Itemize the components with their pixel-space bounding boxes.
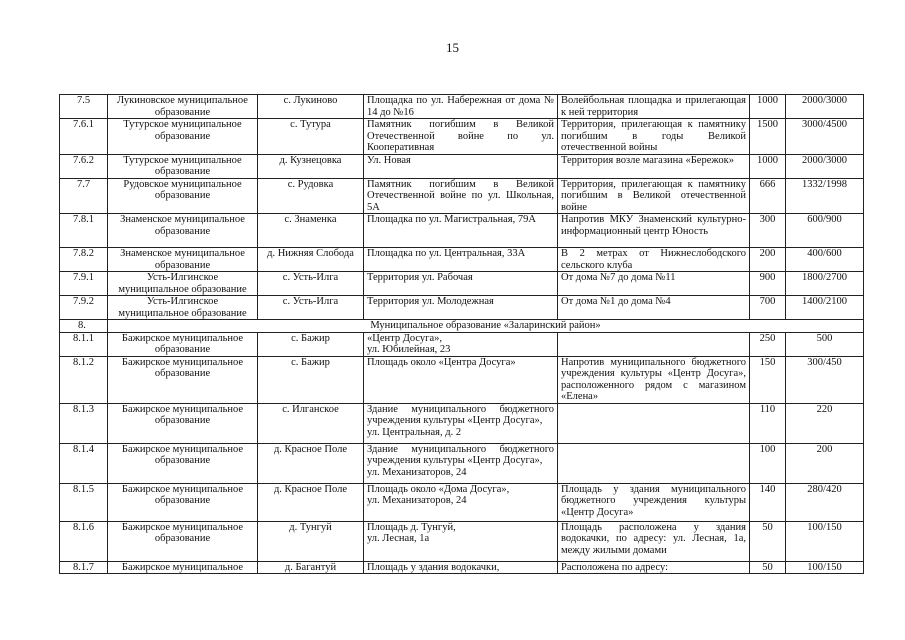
municipality-cell-text: Лукиновское муниципальное образование	[117, 95, 248, 118]
row-number	[60, 521, 108, 561]
settlement-cell-text: д. Красное Поле	[273, 443, 348, 455]
place-cell	[364, 95, 558, 119]
settlement-cell-text: с. Бажир	[291, 332, 330, 344]
row-number-text: 8.1.6	[73, 521, 94, 533]
settlement-cell	[258, 296, 364, 320]
municipality-cell	[108, 248, 258, 272]
place-cell-text: Площадь около «Центра Досуга»	[367, 356, 516, 368]
place-cell-text: «Центр Досуга», ул. Юбилейная, 23	[367, 332, 451, 355]
settlement-cell	[258, 178, 364, 214]
municipality-cell-text: Бажирское муниципальное образование	[121, 483, 244, 506]
capacity-cell-text: 100/150	[807, 521, 842, 533]
description-cell	[558, 248, 750, 272]
capacity-cell	[786, 403, 864, 443]
municipality-cell	[108, 272, 258, 296]
settlement-cell-text: с. Бажир	[291, 356, 330, 368]
settlement-cell	[258, 521, 364, 561]
capacity-cell-text: 1332/1998	[802, 178, 847, 190]
description-cell	[558, 178, 750, 214]
municipality-cell	[108, 95, 258, 119]
table-row	[60, 521, 864, 561]
description-cell-text: Расположена по адресу:	[561, 561, 669, 573]
table-row	[60, 483, 864, 521]
description-cell-text: Территория возле магазина «Бережок»	[561, 154, 734, 166]
capacity-cell	[786, 272, 864, 296]
settlement-cell	[258, 443, 364, 483]
settlement-cell	[258, 119, 364, 155]
municipality-cell	[108, 521, 258, 561]
capacity-cell	[786, 248, 864, 272]
capacity-cell	[786, 119, 864, 155]
row-number	[60, 248, 108, 272]
capacity-cell	[786, 483, 864, 521]
description-cell	[558, 521, 750, 561]
row-number	[60, 561, 108, 574]
area-cell-text: 100	[759, 443, 776, 455]
area-cell-text: 666	[759, 178, 776, 190]
row-number-text: 7.9.2	[73, 296, 94, 307]
section-title-text: Муниципальное образование «Заларинский район»	[370, 320, 601, 331]
settlement-cell-text: д. Багантуй	[284, 561, 337, 573]
settlement-cell-text: д. Кузнецовка	[279, 154, 342, 166]
place-cell-text: Площадка по ул. Магистральная, 79А	[367, 214, 536, 225]
description-cell-text: Напротив МКУ Знаменский культурно-информационный центр Юность	[561, 214, 746, 237]
area-cell-text: 50	[762, 561, 773, 573]
place-cell-text: Площадка по ул. Центральная, 33А	[367, 248, 526, 259]
description-cell-text: Территория, прилегающая к памятнику погибшим в годы Великой отечественной войны	[561, 119, 746, 153]
municipality-cell	[108, 332, 258, 356]
area-cell	[750, 403, 786, 443]
area-cell-text: 150	[759, 356, 776, 368]
row-number	[60, 320, 108, 333]
capacity-cell-text: 500	[816, 332, 833, 344]
place-cell	[364, 178, 558, 214]
row-number-text: 8.1.4	[73, 443, 94, 455]
description-cell	[558, 443, 750, 483]
area-cell-text: 300	[759, 214, 776, 225]
description-cell-text: Площадь у здания муниципального бюджетного учреждения культуры «Центр Досуга»	[561, 483, 746, 518]
settlement-cell-text: с. Усть-Илга	[282, 272, 339, 283]
place-cell	[364, 521, 558, 561]
row-number	[60, 119, 108, 155]
settlement-cell	[258, 483, 364, 521]
description-cell	[558, 483, 750, 521]
settlement-cell-text: с. Илганское	[282, 403, 339, 415]
description-cell	[558, 95, 750, 119]
place-cell-text: Площадь у здания водокачки,	[367, 561, 500, 573]
capacity-cell-text: 2000/3000	[802, 95, 847, 106]
place-cell-text: Здание муниципального бюджетного учреждения культуры «Центр Досуга», ул. Центральная, д. 2	[367, 403, 554, 438]
place-cell-text: Территория ул. Молодежная	[367, 296, 494, 307]
area-cell-text: 250	[759, 332, 776, 344]
place-cell-text: Памятник погибшим в Великой Отечественной войне по ул. Школьная, 5А	[367, 178, 554, 213]
row-number	[60, 272, 108, 296]
area-cell	[750, 332, 786, 356]
row-number	[60, 296, 108, 320]
settlement-cell	[258, 561, 364, 574]
data-table	[59, 94, 864, 574]
municipality-cell	[108, 356, 258, 403]
area-cell	[750, 154, 786, 178]
municipality-cell	[108, 178, 258, 214]
row-number-text: 7.5	[76, 95, 91, 106]
description-cell	[558, 561, 750, 574]
area-cell-text: 1000	[757, 154, 778, 166]
settlement-cell	[258, 154, 364, 178]
municipality-cell	[108, 296, 258, 320]
table-row	[60, 95, 864, 119]
place-cell	[364, 332, 558, 356]
description-cell	[558, 356, 750, 403]
area-cell-text: 110	[759, 403, 776, 415]
capacity-cell	[786, 95, 864, 119]
row-number-text: 8.1.7	[73, 561, 94, 573]
area-cell	[750, 95, 786, 119]
capacity-cell-text: 3000/4500	[802, 119, 847, 130]
area-cell	[750, 356, 786, 403]
table-row	[60, 403, 864, 443]
row-number-text: 7.8.1	[73, 214, 94, 225]
capacity-cell	[786, 154, 864, 178]
place-cell-text: Ул. Новая	[367, 154, 411, 166]
capacity-cell-text: 200	[816, 443, 833, 455]
area-cell	[750, 483, 786, 521]
row-number	[60, 95, 108, 119]
place-cell	[364, 356, 558, 403]
settlement-cell	[258, 272, 364, 296]
settlement-cell	[258, 332, 364, 356]
table-body	[60, 95, 864, 574]
capacity-cell	[786, 332, 864, 356]
municipality-cell-text: Рудовское муниципальное образование	[123, 178, 242, 201]
municipality-cell	[108, 119, 258, 155]
row-number	[60, 332, 108, 356]
place-cell	[364, 483, 558, 521]
municipality-cell-text: Бажирское муниципальное образование	[121, 443, 244, 466]
place-cell	[364, 119, 558, 155]
settlement-cell-text: с. Лукиново	[283, 95, 338, 106]
row-number	[60, 214, 108, 248]
area-cell-text: 700	[759, 296, 776, 307]
municipality-cell-text: Бажирское муниципальное образование	[121, 332, 244, 355]
table-row	[60, 154, 864, 178]
table-row	[60, 443, 864, 483]
settlement-cell-text: д. Красное Поле	[273, 483, 348, 495]
description-cell	[558, 154, 750, 178]
area-cell	[750, 443, 786, 483]
capacity-cell-text: 220	[816, 403, 833, 415]
area-cell-text: 900	[759, 272, 776, 283]
municipality-cell	[108, 154, 258, 178]
area-cell	[750, 248, 786, 272]
settlement-cell	[258, 403, 364, 443]
place-cell	[364, 248, 558, 272]
area-cell	[750, 178, 786, 214]
place-cell	[364, 561, 558, 574]
area-cell	[750, 272, 786, 296]
row-number-text: 7.6.2	[73, 154, 94, 166]
capacity-cell-text: 1400/2100	[802, 296, 847, 307]
description-cell	[558, 214, 750, 248]
row-number	[60, 356, 108, 403]
municipality-cell-text: Бажирское муниципальное	[121, 561, 244, 573]
settlement-cell	[258, 214, 364, 248]
description-cell	[558, 403, 750, 443]
settlement-cell-text: с. Тутура	[290, 119, 331, 130]
municipality-cell	[108, 403, 258, 443]
description-cell-text: Территория, прилегающая к памятнику погибшим в Великой отечественной войне	[561, 178, 746, 213]
row-number-text: 7.7	[76, 178, 91, 190]
settlement-cell	[258, 356, 364, 403]
area-cell-text: 200	[759, 248, 776, 259]
municipality-cell-text: Бажирское муниципальное образование	[121, 521, 244, 544]
place-cell-text: Площадь около «Дома Досуга», ул. Механизаторов, 24	[367, 483, 510, 506]
municipality-cell-text: Знаменское муниципальное образование	[120, 214, 245, 237]
area-cell-text: 50	[762, 521, 773, 533]
row-number	[60, 178, 108, 214]
area-cell-text: 140	[759, 483, 776, 495]
capacity-cell-text: 2000/3000	[802, 154, 847, 166]
settlement-cell-text: с. Рудовка	[287, 178, 334, 190]
row-number	[60, 483, 108, 521]
capacity-cell	[786, 296, 864, 320]
capacity-cell-text: 300/450	[807, 356, 842, 368]
description-cell-text: От дома №1 до дома №4	[561, 296, 671, 307]
place-cell	[364, 272, 558, 296]
description-cell	[558, 272, 750, 296]
table-row	[60, 296, 864, 320]
municipality-cell	[108, 214, 258, 248]
area-cell	[750, 521, 786, 561]
section-title	[108, 320, 864, 333]
municipality-cell-text: Знаменское муниципальное образование	[120, 248, 245, 271]
table-row	[60, 178, 864, 214]
place-cell	[364, 296, 558, 320]
settlement-cell-text: с. Знаменка	[284, 214, 337, 225]
description-cell	[558, 296, 750, 320]
row-number-text: 7.6.1	[73, 119, 94, 130]
description-cell-text: От дома №7 до дома №11	[561, 272, 676, 283]
capacity-cell-text: 1800/2700	[802, 272, 847, 283]
municipality-cell	[108, 483, 258, 521]
place-cell	[364, 154, 558, 178]
row-number-text: 8.1.2	[73, 356, 94, 368]
table-row	[60, 332, 864, 356]
municipality-cell-text: Усть-Илгинское муниципальное образование	[118, 272, 247, 295]
capacity-cell-text: 600/900	[807, 214, 842, 225]
settlement-cell-text: с. Усть-Илга	[282, 296, 339, 307]
area-cell-text: 1500	[757, 119, 778, 130]
capacity-cell-text: 100/150	[807, 561, 842, 573]
settlement-cell-text: д. Нижняя Слобода	[267, 248, 354, 259]
table-row	[60, 119, 864, 155]
place-cell-text: Памятник погибшим в Великой Отечественной войне по ул. Кооперативная	[367, 119, 554, 153]
place-cell-text: Здание муниципального бюджетного учреждения культуры «Центр Досуга», ул. Механизаторов, 24	[367, 443, 554, 478]
place-cell-text: Площадь д. Тунгуй, ул. Лесная, 1а	[367, 521, 456, 544]
table-row	[60, 214, 864, 248]
description-cell	[558, 332, 750, 356]
municipality-cell-text: Тутурское муниципальное образование	[123, 119, 242, 142]
area-cell	[750, 296, 786, 320]
capacity-cell	[786, 356, 864, 403]
municipality-cell-text: Усть-Илгинское муниципальное образование	[118, 296, 247, 319]
area-cell	[750, 119, 786, 155]
settlement-cell	[258, 95, 364, 119]
place-cell	[364, 403, 558, 443]
municipality-cell-text: Бажирское муниципальное образование	[121, 356, 244, 379]
table-row	[60, 356, 864, 403]
row-number-text: 7.9.1	[73, 272, 94, 283]
settlement-cell	[258, 248, 364, 272]
description-cell	[558, 119, 750, 155]
row-number	[60, 443, 108, 483]
place-cell	[364, 443, 558, 483]
row-number-text: 8.1.3	[73, 403, 94, 415]
municipality-cell	[108, 443, 258, 483]
capacity-cell	[786, 443, 864, 483]
municipality-cell	[108, 561, 258, 574]
area-cell-text: 1000	[757, 95, 778, 106]
section-row	[60, 320, 864, 333]
row-number-text: 8.1.1	[73, 332, 94, 344]
capacity-cell	[786, 178, 864, 214]
capacity-cell-text: 280/420	[807, 483, 842, 495]
capacity-cell	[786, 214, 864, 248]
municipality-cell-text: Тутурское муниципальное образование	[123, 154, 242, 177]
area-cell	[750, 561, 786, 574]
description-cell-text: Напротив муниципального бюджетного учреждения культуры «Центр Досуга», расположенного рядом с магазином «Елена»	[561, 356, 746, 402]
row-number-text: 7.8.2	[73, 248, 94, 259]
capacity-cell	[786, 561, 864, 574]
row-number-text: 8.1.5	[73, 483, 94, 495]
place-cell-text: Территория ул. Рабочая	[367, 272, 473, 283]
row-number-text: 8.	[78, 320, 86, 331]
capacity-cell	[786, 521, 864, 561]
table-row	[60, 272, 864, 296]
row-number	[60, 154, 108, 178]
description-cell-text: Площадь расположена у здания водокачки, по адресу: ул. Лесная, 1а, между жилыми домами	[561, 521, 746, 556]
settlement-cell-text: д. Тунгуй	[289, 521, 332, 533]
row-number	[60, 403, 108, 443]
place-cell-text: Площадка по ул. Набережная от дома № 14 до №16	[367, 95, 554, 118]
table-row	[60, 248, 864, 272]
capacity-cell-text: 400/600	[807, 248, 842, 259]
description-cell-text: Волейбольная площадка и прилегающая к ней территория	[561, 95, 746, 118]
description-cell-text: В 2 метрах от Нижнеслободского сельского клуба	[561, 248, 746, 271]
place-cell	[364, 214, 558, 248]
page-number: 15	[446, 40, 459, 55]
municipality-cell-text: Бажирское муниципальное образование	[121, 403, 244, 426]
area-cell	[750, 214, 786, 248]
table-row	[60, 561, 864, 574]
